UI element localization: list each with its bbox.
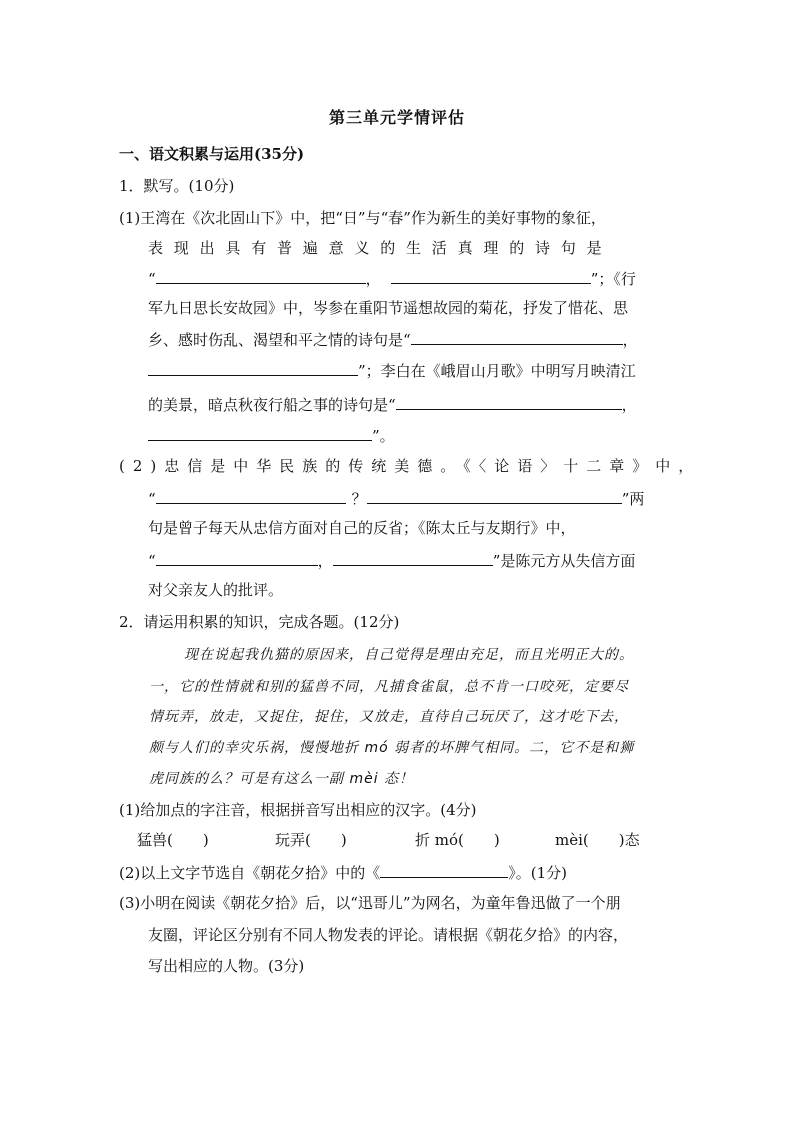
close-quote: ”是陈元方从失信方面	[492, 552, 636, 570]
line-text: ”；李白在《峨眉山月歌》中明写月映清江	[358, 362, 636, 380]
section-heading: 一、语文积累与运用(35分)	[119, 145, 305, 163]
q1-p1-line6	[148, 360, 636, 381]
q1-p1-line1: (1)王湾在《次北固山下》中，把“日”与“春”作为新生的美好事物的象征，	[119, 209, 606, 227]
comma: ，	[317, 552, 333, 570]
pinyin-item[interactable]: 折 mó( )	[415, 831, 500, 849]
pinyin-item[interactable]: mèi( )态	[555, 831, 640, 849]
q2-sub3-line3: 写出相应的人物。(3分)	[148, 957, 305, 975]
line-text: 乡、感时伤乱、渴望和平之情的诗句是“	[148, 331, 411, 349]
open-quote: “	[148, 552, 156, 570]
passage-line: 颇与人们的幸灾乐祸，慢慢地折 mó 弱者的坏脾气相同。二，它不是和狮	[149, 740, 635, 756]
answer-blank[interactable]	[367, 488, 622, 504]
q1-p2-line4	[148, 550, 635, 571]
answer-blank[interactable]	[156, 488, 346, 504]
q1-p1-line8	[148, 425, 395, 446]
q2-sub3-line2: 友圈，评论区分别有不同人物发表的评论。请根据《朝花夕拾》的内容，	[148, 926, 629, 944]
q2-sub1: (1)给加点的字注音，根据拼音写出相应的汉字。(4分)	[119, 801, 477, 819]
passage-line: 虎同族的么？可是有这么一副 mèi 态！	[149, 771, 415, 787]
passage-line: 一，它的性情就和别的猛兽不同，凡捕食雀鼠，总不肯一口咬死，定要尽	[149, 679, 629, 695]
comma: ，	[621, 396, 637, 414]
answer-blank[interactable]	[156, 268, 366, 284]
answer-blank[interactable]	[148, 425, 372, 441]
pinyin-item[interactable]: 猛兽( )	[137, 831, 209, 849]
passage-line: 现在说起我仇猫的原因来，自己觉得是理由充足，而且光明正大的。	[184, 647, 634, 663]
question-1-heading: 1．默写。(10分)	[119, 177, 235, 195]
q1-p1-line4: 军九日思长安故园》中，岑参在重阳节遥想故园的菊花，抒发了惜花、思	[148, 299, 629, 317]
q1-p2-line5: 对父亲友人的批评。	[148, 581, 284, 599]
answer-blank[interactable]	[391, 268, 591, 284]
q1-p1-line7	[148, 394, 637, 415]
answer-blank[interactable]	[148, 360, 358, 376]
q1-p2-line2	[148, 488, 644, 509]
page-title: 第三单元学情评估	[328, 108, 465, 127]
line-text: 》。(1分)	[508, 864, 567, 882]
q1-p1-line5	[148, 329, 638, 350]
comma: ，	[622, 331, 638, 349]
question-mark: ？	[351, 490, 367, 508]
passage-line: 情玩弄，放走，又捉住，捉住，又放走，直待自己玩厌了，这才吃下去，	[149, 709, 629, 725]
answer-blank[interactable]	[380, 862, 508, 878]
open-quote: “	[148, 270, 156, 288]
close-quote: ”；《行	[590, 270, 636, 288]
comma: ，	[365, 270, 381, 288]
answer-blank[interactable]	[396, 394, 622, 410]
q2-sub2	[119, 862, 567, 883]
q1-p2-line1: (2)忠信是中华民族的传统美德。《〈论语〉十二章》中，	[119, 457, 702, 475]
question-2-heading: 2．请运用积累的知识，完成各题。(12分)	[119, 613, 400, 631]
close-quote: ”两	[621, 490, 645, 508]
pinyin-item[interactable]: 玩弄( )	[275, 831, 347, 849]
line-text: 的美景，暗点秋夜行船之事的诗句是“	[148, 396, 396, 414]
pinyin-items-row	[0, 830, 794, 850]
q1-p2-line3: 句是曾子每天从忠信方面对自己的反省；《陈太丘与友期行》中，	[148, 519, 576, 537]
answer-blank[interactable]	[333, 550, 493, 566]
q2-sub3-line1: (3)小明在阅读《朝花夕拾》后，以“迅哥儿”为网名，为童年鲁迅做了一个朋	[119, 894, 621, 912]
answer-blank[interactable]	[156, 550, 318, 566]
line-text: (2)以上文字节选自《朝花夕拾》中的《	[119, 864, 381, 882]
q1-p1-line3	[148, 268, 636, 289]
answer-blank[interactable]	[411, 329, 623, 345]
open-quote: “	[148, 490, 156, 508]
q1-p1-line2: 表现出具有普遍意义的生活真理的诗句是	[148, 239, 613, 257]
line-text: ”。	[372, 427, 395, 445]
